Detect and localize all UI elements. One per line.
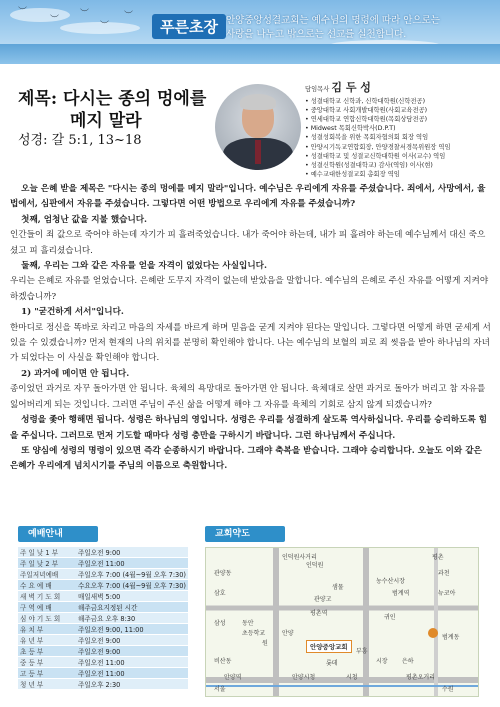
map-label: 시청 [346,674,358,681]
location-pin-icon [428,628,438,638]
service-time: 해주금요지정된 시간 [76,602,188,613]
schedule-heading: 예배안내 [18,526,98,542]
table-row [18,602,188,613]
table-row [18,657,188,668]
map-label: 관양동 [214,570,232,577]
map-label: 인덕원 [306,562,324,569]
map-label: 범계역 [392,590,410,597]
map-label: 뉴코아 [438,590,456,597]
map-label: 삼호 [214,590,226,597]
map-label: 평촌오거리 [406,674,435,681]
map-heading: 교회약도 [205,526,285,542]
slogan-line-2: 사랑을 나누고 밖으로는 선교를 실천합니다. [226,29,407,40]
bulletin-title: 푸른초장 [152,14,226,39]
service-name: 새 벽 기 도 회 [18,591,76,602]
slogan-line-1: 안양중앙성결교회는 예수님의 명령에 따라 안으로는 [226,15,440,26]
credential-item: • 성결성회복을 위한 목회자협의회 회장 역임 [305,134,429,142]
table-row [18,569,188,580]
credential-item: • 중앙대학교 사회개발대학원(사회교육전공) [305,107,428,115]
intro-paragraph: 오늘 은혜 받을 제목은 "다시는 종의 멍에를 메지 말라"입니다. 예수님은 우리에게 자유를 주셨습니다. 죄에서, 사망에서, 율법에서, 심판에서 자유를 주셨습니다. 그렇다면 어떤 방법으로 우리에게 자유를 주셨습니까? [10,184,486,210]
subpoint-2-text: 종이었던 과거로 자꾸 돌아가면 안 됩니다. 육체의 욕망대로 돌아가면 안 됩니다. 육체대로 살면 과거로 돌아가 버리고 참 자유를 잃어버리게 되는 것입니다. 그러면 주님이 주신 삶을 어떻게 해야 그 자유를 육체의 기회로 삼지 않게 되겠습니까? [10,384,486,410]
map-label: 서울 [214,686,226,693]
map-label: 수원 [442,686,454,693]
map-label: 비산동 [214,658,232,665]
map-label: 샘물 [332,584,344,591]
map-label: 초등학교 [242,630,266,637]
service-time: 주일오전 11:00 [76,657,188,668]
service-name: 주 일 낮 1 부 [18,547,76,558]
service-time: 주일오전 9:00 [76,547,188,558]
subpoint-1-text: 한마디로 정신을 똑바로 차리고 마음의 자세를 바르게 하며 믿음을 굳게 지켜야 된다는 말입니다. 그렇다면 어떻게 하면 굳세게 서 있을 수 있겠습니까? 먼저 현재의 나의 위치를 분명히 확인해야 합니다. 나는 예수님의 보혈의 피로 죄 씻음을 받아 하나님의 자녀가 되었다는 이 사실을 확인해야 합니다. [10,322,491,364]
subpoint-1-heading: 1) "굳건하게 서서"입니다. [21,307,124,318]
subpoint-2-heading: 2) 과거에 메이면 안 됩니다. [21,368,130,379]
service-name: 수 요 예 배 [18,580,76,591]
service-schedule-table [18,547,188,690]
map-label: 원 [262,640,268,647]
map-label: 은하 [402,658,414,665]
bird-icon: ︶ [18,7,28,17]
map-label: 부흥 [356,648,368,655]
table-row [18,580,188,591]
table-row [18,646,188,657]
credential-item: • 성결신학원(성결대학교) 감사(역임) 이사(현) [305,161,433,169]
pastor-photo [215,84,301,170]
service-time: 주일오후 2:30 [76,679,188,690]
service-name: 주 일 낮 2 부 [18,558,76,569]
service-time: 주일오후 7:00 (4월~9월 오후 7:30) [76,569,188,580]
table-row [18,679,188,690]
title-line-2: 메지 말라 [70,111,142,131]
service-name: 유 년 부 [18,635,76,646]
scripture-label: 성경: [18,133,48,148]
holy-spirit-paragraph: 성령을 좇아 행해면 됩니다. 성령은 하나님의 영입니다. 성령은 우리를 성결하게 살도록 역사하십니다. 우리를 승리하도록 힘을 주십니다. 그러므로 먼저 기도할 때마다 성령 충만을 구하시기 바랍니다. 그런 하나님께서 주십니다. [10,415,488,441]
service-name: 청 년 부 [18,679,76,690]
church-location-map [205,547,479,697]
table-row [18,547,188,558]
table-row [18,591,188,602]
service-time: 매일새벽 5:00 [76,591,188,602]
credential-item: • Midwest 목회신학박사(D.P.T) [305,125,396,133]
service-time: 주일오전 9:00 [76,646,188,657]
point-2-heading: 둘째, 우리는 그와 같은 자유를 얻을 자격이 없었다는 사실입니다. [21,261,267,272]
point-2-text: 우리는 은혜로 자유를 얻었습니다. 은혜란 도무지 자격이 없는데 받았음을 말합니다. 예수님의 은혜로 주신 자유를 어떻게 지켜야 하겠습니까? [10,276,489,302]
pastor-profile [305,83,451,179]
bird-icon: ︶ [80,9,90,19]
service-time: 주일오전 11:00 [76,558,188,569]
service-name: 유 치 부 [18,624,76,635]
service-time: 해주금요 오후 8:30 [76,613,188,624]
title-label: 제목: [18,89,58,109]
point-1-heading: 첫째, 엄청난 값을 지불 했습니다. [21,214,148,225]
pastor-name: 김 두 성 [331,81,371,94]
service-name: 주일저녁예배 [18,569,76,580]
photo-tie [255,140,261,164]
map-label: 과천 [438,570,450,577]
service-time: 수요오후 7:00 (4월~9월 오후 7:30) [76,580,188,591]
table-row [18,558,188,569]
service-time: 주일오전 9:00, 11:00 [76,624,188,635]
map-label: 귀인 [384,614,396,621]
closing-paragraph: 또 양심에 성령의 명령이 있으면 즉각 순종하시기 바랍니다. 그래야 축복을 받습니다. 그래야 승리합니다. 오늘도 이와 같은 은혜가 우리에게 넘치시기를 주님의 이름으로 축원합니다. [10,445,482,472]
credential-item: • 안양시기독교연합회장, 안양경찰서경목위원장 역임 [305,143,451,151]
map-label: 관양고 [314,596,332,603]
map-label: 안양 [282,630,294,637]
photo-hair [240,94,276,110]
service-time: 주일오전 9:00 [76,635,188,646]
pastor-label: 담임목사 [305,86,330,93]
service-name: 구 역 예 배 [18,602,76,613]
point-1-text: 인간들이 죄 값으로 죽어야 하는데 자기가 피 흘려죽었습니다. 내가 죽어야 하는데, 내가 피 흘려야 하는데 예수님께서 대신 죽으셨고 피 흘리셨습니다. [10,230,486,256]
map-label: 동안 [242,620,254,627]
map-label: 롯데 [326,660,338,667]
map-label: 안양역 [224,674,242,681]
credential-item: • 성결대학교 신학과, 신학대학원(신학전공) [305,98,426,106]
credential-item: • 연세대학교 연합신학대학원(목회상담전공) [305,116,428,124]
table-row [18,668,188,679]
church-slogan [226,14,440,42]
table-row [18,613,188,624]
church-marker: 안양중앙교회 [306,640,352,653]
bird-icon: ︶ [124,11,134,21]
header-banner [0,0,500,64]
map-label: 시장 [376,658,388,665]
map-label: 안양시청 [292,674,316,681]
service-name: 심 야 기 도 회 [18,613,76,624]
title-line-1: 다시는 종의 멍에를 [63,89,207,109]
service-name: 중 등 부 [18,657,76,668]
scripture-reference: 갈 5:1, 13~18 [51,133,142,148]
sermon-body [10,182,492,475]
map-label: 평촌역 [310,610,328,617]
bird-icon: ︶ [50,15,60,25]
service-name: 고 등 부 [18,668,76,679]
table-row [18,624,188,635]
map-label: 인덕원사거리 [282,554,317,561]
sermon-title [18,88,206,132]
service-time: 주일오전 11:00 [76,668,188,679]
bird-icon: ︶ [100,21,110,31]
table-row [18,635,188,646]
credential-item: • 예수교대한성결교회 총회장 역임 [305,170,400,178]
sermon-scripture [18,129,142,148]
sea-decoration [0,44,500,64]
credential-item: • 성결대학교 및 성결교신학대학원 이사(교수) 역임 [305,152,446,160]
map-label: 삼성 [214,620,226,627]
service-name: 초 등 부 [18,646,76,657]
map-label: 농수산시장 [376,578,405,585]
map-label: 범계동 [442,634,460,641]
map-label: 평촌 [432,554,444,561]
